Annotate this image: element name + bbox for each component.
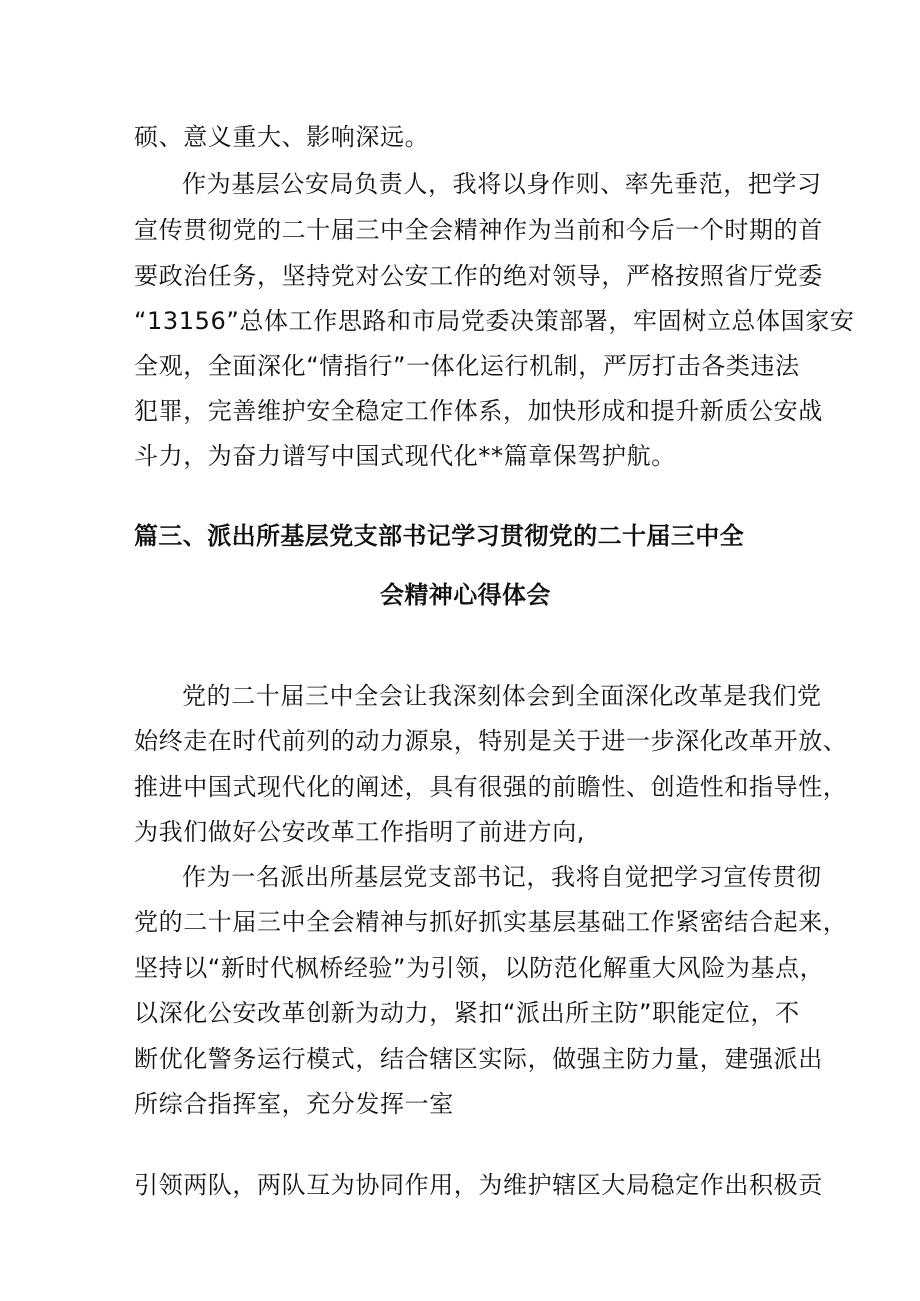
paragraph-line: 党的二十届三中全会让我深刻体会到全面深化改革是我们党 [182, 682, 822, 710]
paragraph-line: 犯罪，完善维护安全稳定工作体系，加快形成和提升新质公安战 [134, 397, 823, 425]
section-heading: 会精神心得体会 [380, 581, 551, 609]
paragraph-line: “13156”总体工作思路和市局党委决策部署，牢固树立总体国家安 [134, 307, 855, 335]
paragraph-line: 作为一名派出所基层党支部书记，我将自觉把学习宣传贯彻 [182, 863, 822, 891]
paragraph-line: 作为基层公安局负责人，我将以身作则、率先垂范，把学习 [182, 170, 822, 198]
paragraph-line: 宣传贯彻党的二十届三中全会精神作为当前和今后一个时期的首 [134, 216, 823, 244]
paragraph-line: 斗力，为奋力谱写中国式现代化**篇章保驾护航。 [134, 442, 676, 470]
paragraph-line: 坚持以“新时代枫桥经验”为引领，以防范化解重大风险为基点， [134, 954, 825, 982]
paragraph-line: 断优化警务运行模式，结合辖区实际，做强主防力量，建强派出 [134, 1045, 823, 1073]
paragraph-line: 要政治任务，坚持党对公安工作的绝对领导，严格按照省厅党委 [134, 262, 823, 290]
paragraph-line: 始终走在时代前列的动力源泉，特别是关于进一步深化改革开放、 [134, 727, 848, 755]
paragraph-line: 硕、意义重大、影响深远。 [134, 123, 430, 151]
paragraph-line: 引领两队，两队互为协同作用，为维护辖区大局稳定作出积极贡 [134, 1171, 823, 1199]
paragraph-line: 全观，全面深化“情指行”一体化运行机制，严厉打击各类违法 [134, 352, 800, 380]
paragraph-line: 党的二十届三中全会精神与抓好抓实基层基础工作紧密结合起来， [134, 908, 848, 936]
paragraph-line: 所综合指挥室，充分发挥一室 [134, 1090, 454, 1118]
paragraph-line: 以深化公安改革创新为动力，紧扣“派出所主防”职能定位，不 [134, 999, 800, 1027]
paragraph-line: 推进中国式现代化的阐述，具有很强的前瞻性、创造性和指导性， [134, 773, 848, 801]
section-heading: 篇三、派出所基层党支部书记学习贯彻党的二十届三中全 [134, 522, 744, 550]
paragraph-line: 为我们做好公安改革工作指明了前进方向, [134, 818, 586, 846]
